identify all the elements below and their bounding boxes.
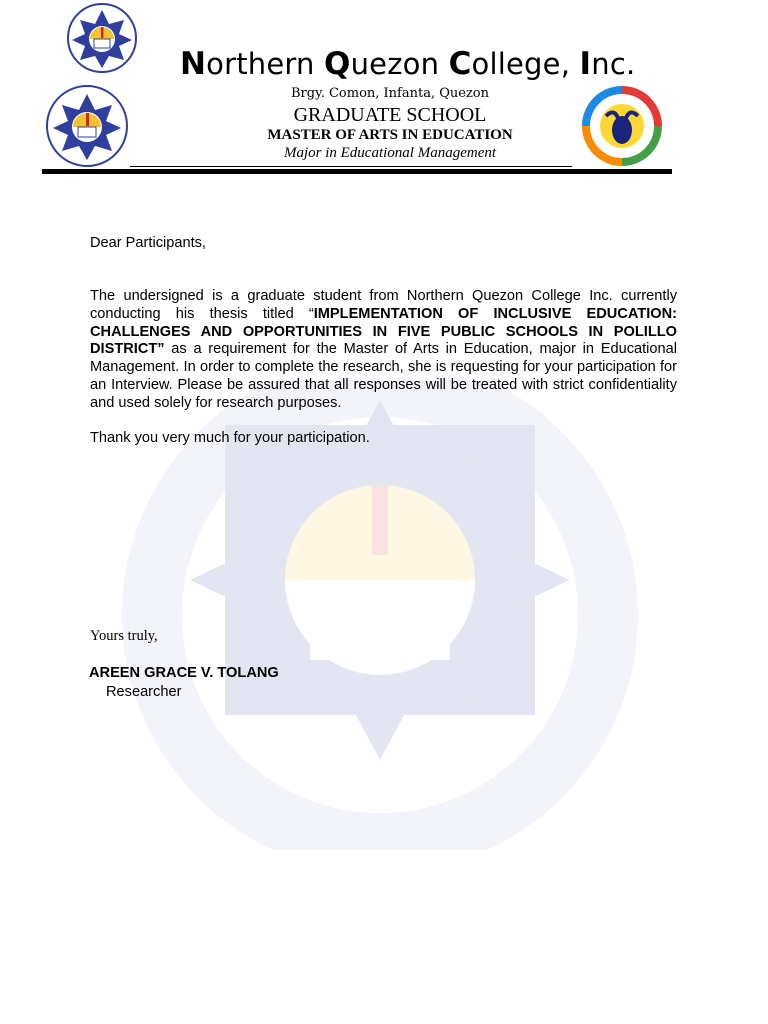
- watermark-seal-icon: [90, 380, 670, 850]
- college-address: Brgy. Comon, Infanta, Quezon: [291, 86, 489, 101]
- thesis-title: IMPLEMENTATION OF INCLUSIVE EDUCATION: CHALLENGES AND OPPORTUNITIES IN FIVE PUBLIC SCHOOLS IN POLILLO DISTRICT”: [90, 305, 677, 358]
- college-seal-icon-top: [62, 2, 142, 74]
- program-name: MASTER OF ARTS IN EDUCATION: [267, 127, 513, 143]
- signer-name: AREEN GRACE V. TOLANG: [89, 665, 279, 681]
- header-rule-thin: [130, 166, 572, 167]
- thanks-line: Thank you very much for your participation.: [90, 430, 370, 446]
- paragraph-intro: The undersigned is a graduate student from Northern Quezon College Inc. currently conducting his thesis titled “: [90, 288, 677, 322]
- paragraph-rest: as a requirement for the Master of Arts in Education, major in Educational Management. In order to complete the research, she is requesting for your participation for an Interview. Please be assured that all responses will be treated with strict confidentiality and used solely for research purposes.: [90, 341, 677, 411]
- college-name: Northern Quezon College, Inc.: [180, 46, 636, 82]
- signer-role: Researcher: [106, 684, 182, 700]
- school-name: GRADUATE SCHOOL: [293, 104, 487, 126]
- header-rule: [42, 169, 672, 174]
- program-major: Major in Educational Management: [283, 145, 497, 161]
- college-seal-icon-left: [42, 84, 132, 168]
- letter-body-paragraph: [90, 288, 677, 413]
- closing-line: Yours truly,: [90, 628, 158, 644]
- salutation: Dear Participants,: [90, 235, 206, 251]
